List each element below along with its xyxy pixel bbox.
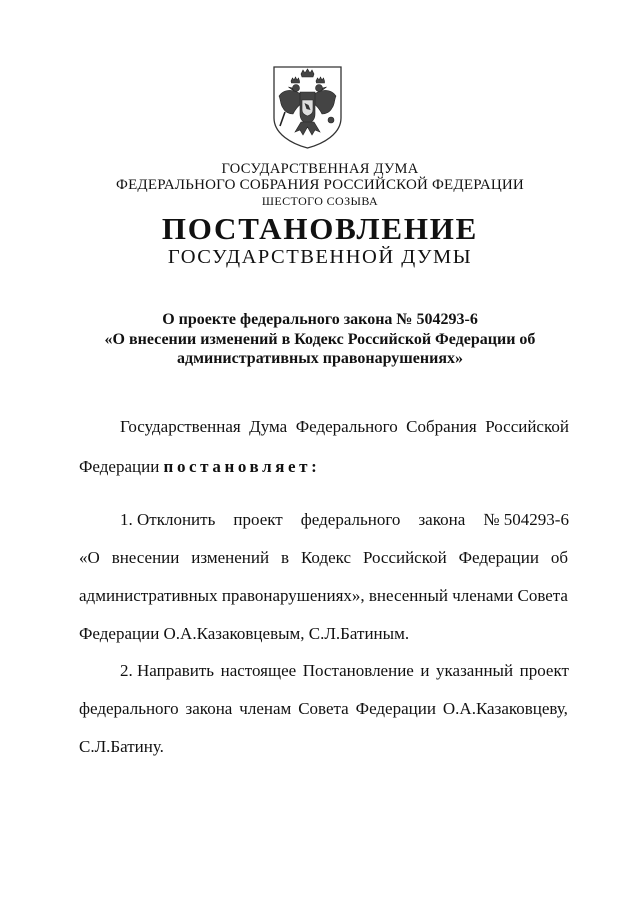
org-name-line-1: ГОСУДАРСТВЕННАЯ ДУМА bbox=[221, 161, 419, 177]
decree-verb: постановляет: bbox=[163, 457, 321, 476]
item2-line-2 bbox=[79, 699, 568, 719]
item-word: внесенный bbox=[368, 586, 448, 605]
double-headed-eagle-icon bbox=[271, 64, 344, 150]
item-word: 1. Отклонить bbox=[120, 510, 216, 529]
item1-line-4: Федерации О.А.Казаковцевым, С.Л.Батиным. bbox=[79, 624, 410, 643]
item-word: Совета bbox=[517, 586, 568, 605]
item-word: и bbox=[420, 661, 430, 680]
item-word: изменений bbox=[191, 548, 270, 567]
subject-line-1: О проекте федерального закона № 504293-6 bbox=[162, 311, 478, 328]
item-word: Российской bbox=[362, 548, 447, 567]
item-word: закона bbox=[418, 510, 466, 529]
document-type-title: ПОСТАНОВЛЕНИЕ bbox=[161, 211, 479, 246]
item2-line-1 bbox=[120, 661, 569, 681]
item-word: Кодекс bbox=[300, 548, 352, 567]
preamble-word: Дума bbox=[249, 417, 288, 436]
item-word: федерального bbox=[79, 699, 179, 718]
item1-line-3 bbox=[79, 586, 568, 606]
preamble-word: Собрания bbox=[406, 417, 477, 436]
item-word: закона bbox=[185, 699, 233, 718]
item1-line-2 bbox=[79, 548, 568, 568]
item-word: членами bbox=[452, 586, 514, 605]
resolution-subject bbox=[0, 310, 640, 369]
item-word: об bbox=[550, 548, 568, 567]
item-word: проект bbox=[519, 661, 569, 680]
item2-line-3: С.Л.Батину. bbox=[79, 737, 164, 756]
item-word: внесении bbox=[111, 548, 180, 567]
document-issuer-subtitle: ГОСУДАРСТВЕННОЙ ДУМЫ bbox=[167, 246, 473, 268]
item-word: Федерации bbox=[355, 699, 436, 718]
preamble-line-1 bbox=[120, 417, 569, 437]
preamble-line-2 bbox=[79, 457, 320, 477]
item-word: № 504293-6 bbox=[483, 510, 569, 529]
item-word: проект bbox=[233, 510, 283, 529]
item1-line-1 bbox=[120, 510, 569, 530]
item-word: О.А.Казаковцеву, bbox=[442, 699, 568, 718]
item-word: Совета bbox=[298, 699, 349, 718]
state-emblem bbox=[271, 64, 344, 150]
item-word: «О bbox=[79, 548, 100, 567]
item-word: настоящее bbox=[220, 661, 297, 680]
item-word: административных bbox=[79, 586, 218, 605]
item-word: 2. Направить bbox=[120, 661, 215, 680]
item-word: в bbox=[281, 548, 290, 567]
preamble-word: Государственная bbox=[120, 417, 241, 436]
item-word: Федерации bbox=[458, 548, 539, 567]
item-word: Постановление bbox=[302, 661, 414, 680]
item-word: федерального bbox=[300, 510, 401, 529]
preamble-word: Федерального bbox=[295, 417, 398, 436]
item-word: правонарушениях», bbox=[221, 586, 365, 605]
preamble-word: Федерации bbox=[79, 457, 160, 476]
item-word: членам bbox=[239, 699, 292, 718]
convocation-label: ШЕСТОГО СОЗЫВА bbox=[261, 194, 379, 208]
preamble-word: Российской bbox=[485, 417, 569, 436]
subject-line-3: административных правонарушениях» bbox=[177, 350, 463, 367]
item-word: указанный bbox=[436, 661, 514, 680]
subject-line-2: «О внесении изменений в Кодекс Российской Федерации об bbox=[104, 330, 536, 348]
org-name-line-2: ФЕДЕРАЛЬНОГО СОБРАНИЯ РОССИЙСКОЙ ФЕДЕРАЦИИ bbox=[116, 177, 524, 193]
